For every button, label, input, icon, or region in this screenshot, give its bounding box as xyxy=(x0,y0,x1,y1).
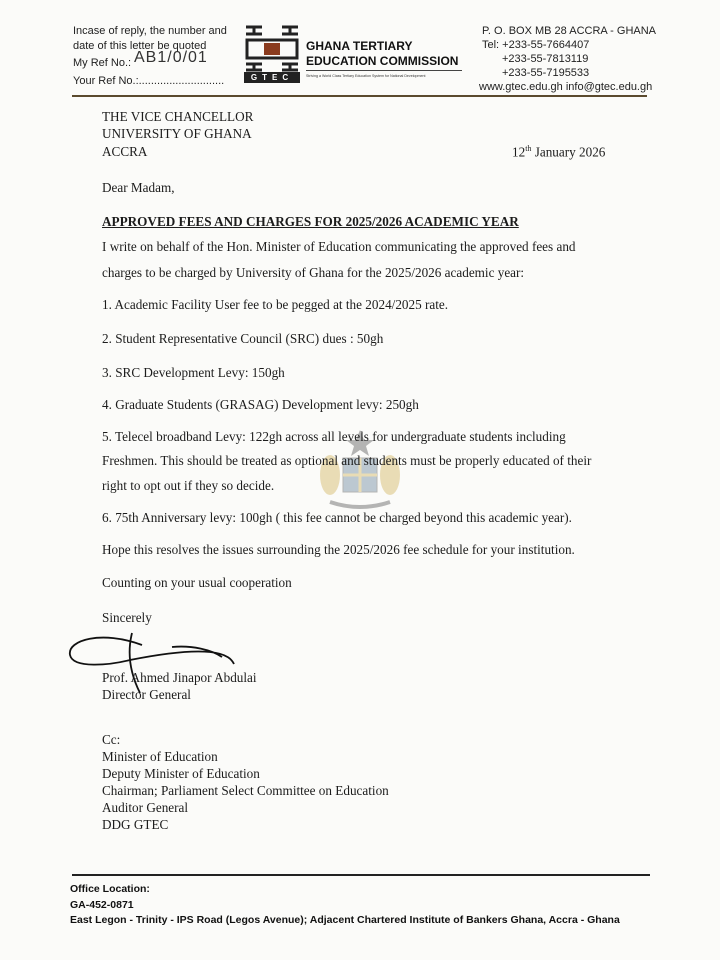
date-suffix: th xyxy=(525,144,532,153)
cc-item: Deputy Minister of Education xyxy=(102,766,260,781)
address-line-3: ACCRA xyxy=(102,144,148,159)
tel-1: Tel: +233-55-7664407 xyxy=(482,39,590,51)
org-divider xyxy=(306,70,462,71)
office-code: GA-452-0871 xyxy=(70,899,134,911)
fee-item-cont: Freshmen. This should be treated as optional and students must be properly educated of their xyxy=(102,453,592,468)
signer-title: Director General xyxy=(102,687,191,702)
signer-name: Prof. Ahmed Jinapor Abdulai xyxy=(102,670,257,685)
my-ref-label: My Ref No.: xyxy=(73,57,132,69)
cc-item: Minister of Education xyxy=(102,749,218,764)
intro-line-1: I write on behalf of the Hon. Minister of Education communicating the approved fees and xyxy=(102,239,576,254)
intro-line-2: charges to be charged by University of Ghana for the 2025/2026 academic year: xyxy=(102,265,525,280)
footer-rule xyxy=(72,874,650,876)
salutation: Dear Madam, xyxy=(102,180,175,195)
office-location-label: Office Location: xyxy=(70,883,150,895)
reply-note-2: date of this letter be quoted xyxy=(73,40,207,52)
gtec-logo-text: GTEC xyxy=(244,72,300,83)
cc-item: Chairman; Parliament Select Committee on Education xyxy=(102,783,389,798)
fee-item: 1. Academic Facility User fee to be pegged at the 2024/2025 rate. xyxy=(102,297,449,312)
your-ref: Your Ref No.:............................ xyxy=(73,75,225,87)
fee-item-cont: right to opt out if they so decide. xyxy=(102,478,275,493)
date-day: 12 xyxy=(512,144,526,160)
my-ref-value: AB1/0/01 xyxy=(134,49,208,66)
fee-item: 6. 75th Anniversary levy: 100gh ( this fee cannot be charged beyond this academic year). xyxy=(102,510,572,525)
tel-2: +233-55-7813119 xyxy=(502,53,589,65)
fee-item: 5. Telecel broadband Levy: 122gh across all levels for undergraduate students including xyxy=(102,429,566,444)
subject: APPROVED FEES AND CHARGES FOR 2025/2026 ACADEMIC YEAR xyxy=(102,214,519,229)
address-line-1: THE VICE CHANCELLOR xyxy=(102,109,254,124)
date-rest: January 2026 xyxy=(531,144,606,160)
closing-sincerely: Sincerely xyxy=(102,610,152,625)
reply-note-1: Incase of reply, the number and xyxy=(73,25,227,37)
office-address: East Legon - Trinity - IPS Road (Legos Avenue); Adjacent Chartered Institute of Bankers Ghana, Accra - Ghana xyxy=(70,914,620,926)
org-name-1: GHANA TERTIARY xyxy=(306,39,413,53)
fee-item: 2. Student Representative Council (SRC) dues : 50gh xyxy=(102,331,384,346)
cc-label: Cc: xyxy=(102,732,121,747)
address-line-2: UNIVERSITY OF GHANA xyxy=(102,126,252,141)
org-name-2: EDUCATION COMMISSION xyxy=(306,54,459,68)
web-email: www.gtec.edu.gh info@gtec.edu.gh xyxy=(479,81,653,93)
tel-3: +233-55-7195533 xyxy=(502,67,590,79)
cc-item: DDG GTEC xyxy=(102,817,169,832)
fee-item: 3. SRC Development Levy: 150gh xyxy=(102,365,285,380)
header-rule xyxy=(72,95,647,97)
closing-hope: Hope this resolves the issues surrounding the 2025/2026 fee schedule for your institution. xyxy=(102,542,575,557)
gtec-logo-icon xyxy=(244,24,300,72)
po-box: P. O. BOX MB 28 ACCRA - GHANA xyxy=(482,25,657,37)
tagline: Striving a World Class Tertiary Education System for National Development xyxy=(306,74,426,78)
letter-date xyxy=(512,144,605,160)
cc-item: Auditor General xyxy=(102,800,189,815)
fee-item: 4. Graduate Students (GRASAG) Development levy: 250gh xyxy=(102,397,419,412)
closing-counting: Counting on your usual cooperation xyxy=(102,575,292,590)
